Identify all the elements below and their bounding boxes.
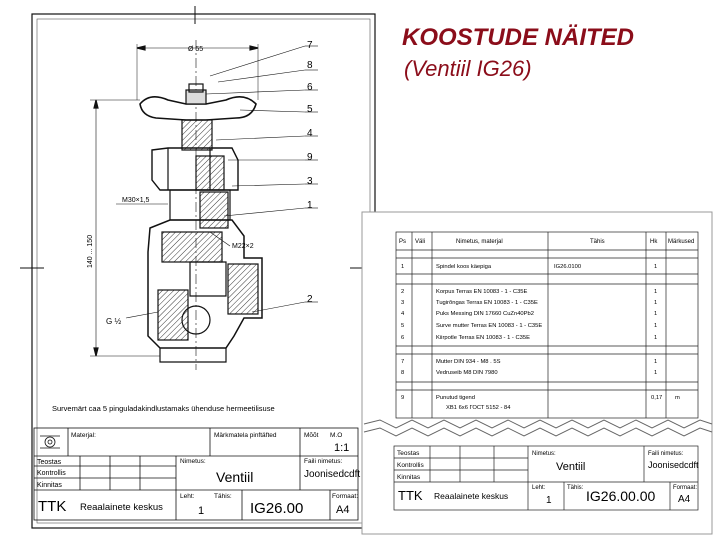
- left-format-label: Formaat:: [332, 493, 359, 500]
- right-org-code: TTK: [398, 488, 423, 503]
- right-row-kontrollis: Kontrollis: [397, 462, 424, 469]
- part-row-7-name: Mutter DIN 934 - M8 . 5S: [436, 359, 501, 365]
- parts-header-field: Väli: [415, 239, 426, 245]
- part-row-1-qty: 1: [654, 264, 658, 270]
- left-row-kinnitas: Kinnitas: [37, 482, 62, 489]
- right-org-name: Reaalainete keskus: [434, 491, 509, 501]
- left-format-value: A4: [336, 504, 350, 516]
- left-row-kontrollis: Kontrollis: [37, 470, 66, 477]
- dim-height: 140 ... 150: [87, 234, 94, 268]
- valve-drawing: [90, 40, 318, 370]
- dim-pipe-thread: G ½: [106, 317, 122, 326]
- drawing-note: Survemärt caa 5 pinguladakindlustamaks ühenduse hermeetilisuse: [52, 404, 275, 413]
- dim-diameter: Ø 55: [188, 46, 204, 53]
- part-row-1-mark: IG26.0100: [554, 264, 582, 270]
- part-row-5-name: Surve mutter Terras EN 10083 - 1 - C35E: [436, 323, 543, 329]
- left-scale-label: Mõõt: [304, 432, 319, 439]
- parts-header-mark: Tähis: [590, 239, 605, 245]
- right-format-value: A4: [678, 494, 691, 505]
- right-mark2-value: IG26.00.00: [586, 488, 656, 504]
- part-row-9-note: m: [675, 395, 680, 401]
- callout-2: 2: [307, 294, 313, 305]
- part-row-4-qty: 1: [654, 311, 658, 317]
- right-row-kinnitas: Kinnitas: [397, 474, 421, 481]
- slide-title: KOOSTUDE NÄITED: [402, 24, 635, 51]
- left-mark-label: Märkmatela pinftäfted: [214, 432, 277, 439]
- callout-5: 5: [307, 104, 313, 115]
- callout-3: 3: [307, 176, 313, 187]
- left-org-name: Reaalainete keskus: [80, 502, 163, 513]
- left-org-code: TTK: [38, 498, 67, 515]
- left-sheet-value: 1: [198, 505, 205, 517]
- right-format-label: Formaat:: [673, 485, 698, 491]
- part-row-10-name: XB1 6x6 ГОСТ 5152 - 84: [446, 405, 511, 411]
- part-row-6-pos: 6: [401, 335, 405, 341]
- part-row-2-pos: 2: [401, 289, 405, 295]
- left-file-value: Joonisedcdft: [304, 469, 361, 480]
- parts-header-note: Märkused: [668, 239, 695, 245]
- part-row-1-name: Spindel koos käepiga: [436, 264, 492, 270]
- callout-6: 6: [307, 82, 313, 93]
- part-row-8-name: Vedruseib M8 DIN 7980: [436, 370, 498, 376]
- left-name-label: Nimetus:: [180, 458, 206, 465]
- right-name-value: Ventiil: [556, 461, 586, 473]
- left-mark2-value: IG26.00: [250, 500, 304, 517]
- left-scale-num: 1:1: [334, 442, 350, 454]
- left-file-label: Faili nimetus:: [304, 458, 343, 465]
- part-row-7-pos: 7: [401, 359, 405, 365]
- parts-header-pos: Ps: [399, 239, 407, 245]
- right-row-teostas: Teostas: [397, 450, 420, 457]
- part-row-9-name: Punutud tigend: [436, 395, 476, 401]
- part-row-2-name: Korpus Terras EN 10083 - 1 - C35E: [436, 289, 528, 295]
- right-sheet-label: Leht:: [532, 485, 546, 491]
- part-row-4-pos: 4: [401, 311, 405, 317]
- part-row-9-pos: 9: [401, 395, 405, 401]
- left-scale-value: M.O: [330, 432, 343, 439]
- right-sheet-value: 1: [546, 495, 552, 506]
- part-row-3-name: Tugirõngas Terras EN 10083 - 1 - C35E: [436, 300, 538, 306]
- part-row-3-qty: 1: [654, 300, 658, 306]
- dim-thread-lower: M22×2: [232, 243, 254, 250]
- part-row-4-name: Puks Messing DIN 17660 CuZn40Pb2: [436, 311, 534, 317]
- callout-9: 9: [307, 152, 313, 163]
- part-row-9-qty: 0,17: [651, 395, 663, 401]
- callout-8: 8: [307, 60, 313, 71]
- right-name-label: Nimetus:: [532, 451, 556, 457]
- part-row-1-pos: 1: [401, 264, 405, 270]
- right-mark2-label: Tähis:: [567, 485, 584, 491]
- parts-header-name: Nimetus, materjal: [456, 239, 503, 245]
- callout-4: 4: [307, 128, 313, 139]
- right-file-value: Joonisedcdft: [648, 460, 699, 470]
- callout-7: 7: [307, 40, 313, 51]
- right-file-label: Faili nimetus:: [648, 451, 684, 457]
- part-row-5-pos: 5: [401, 323, 405, 329]
- slide-subtitle: (Ventiil IG26): [404, 56, 532, 81]
- part-row-6-name: Kiirpotle Terras EN 10083 - 1 - C35E: [436, 335, 530, 341]
- left-sheet-label: Leht:: [180, 493, 195, 500]
- part-row-2-qty: 1: [654, 289, 658, 295]
- left-row-teostas: Teostas: [37, 459, 62, 466]
- part-row-5-qty: 1: [654, 323, 658, 329]
- part-row-3-pos: 3: [401, 300, 405, 306]
- part-row-8-qty: 1: [654, 370, 658, 376]
- part-row-8-pos: 8: [401, 370, 405, 376]
- left-mark2-label: Tähis:: [214, 493, 232, 500]
- part-row-6-qty: 1: [654, 335, 658, 341]
- left-name-value: Ventiil: [216, 469, 254, 485]
- part-row-7-qty: 1: [654, 359, 658, 365]
- left-material-label: Materjal:: [71, 432, 96, 439]
- parts-header-qty: Hk: [650, 239, 658, 245]
- dim-thread-upper: M30×1,5: [122, 197, 150, 204]
- callout-1: 1: [307, 200, 313, 211]
